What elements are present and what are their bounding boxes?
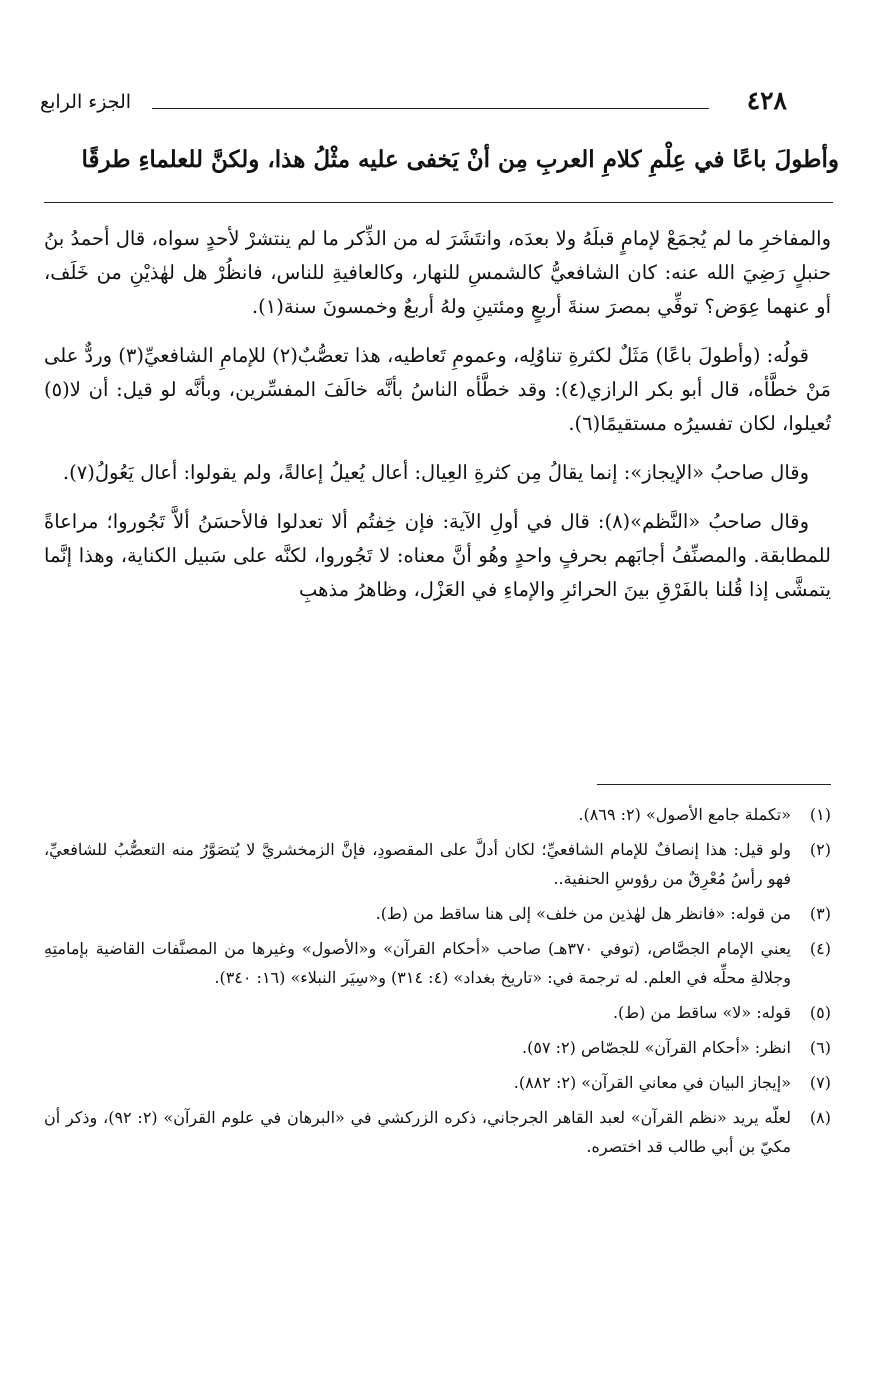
footnote-text: يعني الإمام الجصَّاص، (توفي ٣٧٠هـ) صاحب «أحكام القرآن» و«الأصول» وغيرها من المصنَّفات القاضية بإمامتِهِ وجلالةِ محلِّه في العلم. له ترجمة في: «تاريخ بغداد» (٤: ٣١٤) و«سِيَر النبلاء» (١٦: ٣٤٠). (44, 939, 792, 987)
footnote-text: من قوله: «فانظر هل لهٰذين من خلف» إلى هنا ساقط من (ط). (375, 904, 791, 923)
footnote-text: «تكملة جامع الأصول» (٢: ٨٦٩). (578, 805, 791, 824)
footnote-text: لعلّه يريد «نظم القرآن» لعبد القاهر الجرجاني، ذكره الزركشي في «البرهان في علوم القرآن» (٢: ٩٢)، وذكر أن مكيّ بن أبي طالب قد اختصره. (44, 1108, 791, 1156)
paragraph-4: وقال صاحبُ «النَّظم»(٨): قال في أولِ الآية: فإن خِفتُم ألا تعدلوا فالأحسَنُ ألاَّ تَجُوروا؛ مراعاةً للمطابقة. والمصنِّفُ أجابَهم بحرفٍ واحدٍ وهُو أنَّ معناه: لا تَجُوروا، لكنَّه على سَبيل الكناية، وهذا إنَّما يتمشَّى إذا قُلنا بالفَرْقِ بينَ الحرائرِ والإماءِ في العَزْل، وظاهرُ مذهبِ (44, 510, 831, 601)
footnote (44, 1103, 831, 1161)
quoted-main-text: وأطولَ باعًا في عِلْمِ كلامِ العربِ مِن أنْ يَخفى عليه مثْلُ هذا، ولكنَّ للعلماءِ طرقًا (81, 146, 839, 173)
footnote-number: (١) (809, 805, 831, 824)
footnote-number: (٤) (809, 939, 831, 958)
footnote-number: (٧) (809, 1073, 831, 1092)
page-number: ٤٢٨ (746, 86, 787, 115)
footnote (44, 899, 831, 928)
footnote-number: (٥) (809, 1003, 831, 1022)
footnote-text: ولو قيل: هذا إنصافٌ للإمام الشافعيِّ؛ لكان أدلَّ على المقصودِ، فإنَّ الزمخشريَّ لا يُتصَوَّرُ منه التعصُّبُ للشافعيِّ، فهو رأسُ مُعْرِقٌ من رؤوسِ الحنفية.. (44, 840, 791, 888)
footnote-divider (597, 784, 831, 785)
commentary-body (44, 222, 831, 622)
footnote (44, 800, 831, 829)
main-text-divider (44, 202, 833, 203)
footnote (44, 1068, 831, 1097)
footnote-number: (٨) (809, 1108, 831, 1127)
footnotes (44, 800, 831, 1167)
footnote-number: (٦) (809, 1038, 831, 1057)
footnote (44, 1033, 831, 1062)
header-rule (152, 108, 709, 109)
paragraph-2: قولُه: (وأطولَ باعًا) مَثَلٌ لكثرةِ تناوُلِه، وعمومِ تَعاطيه، هذا تعصُّبٌ(٢) للإمامِ الشافعيِّ(٣) وردٌّ على مَنْ خطَّأه، قال أبو بكر الرازي(٤): وقد خطَّأه الناسُ بأنَّه خالَفَ المفسِّرين، وبأنَّه لو قيل: أن لا(٥) تُعيلوا، لكان تفسيرُه مستقيمًا(٦). (44, 344, 831, 435)
footnote-number: (٢) (809, 840, 831, 859)
part-title: الجزء الرابع (40, 91, 132, 113)
footnote-text: انظر: «أحكام القرآن» للجصّاص (٢: ٥٧). (522, 1038, 791, 1057)
footnote-number: (٣) (809, 904, 831, 923)
footnote (44, 998, 831, 1027)
footnote-text: قوله: «لا» ساقط من (ط). (612, 1003, 791, 1022)
footnote (44, 934, 831, 992)
paragraph-1: والمفاخرِ ما لم يُجمَعْ لإمامٍ قبلَهُ ولا بعدَه، وانتَشَرَ له من الذِّكر ما لم ينتشرْ لأحدٍ سواه، قال أحمدُ بنُ حنبلٍ رَضِيَ الله عنه: كان الشافعيُّ كالشمسِ للنهار، وكالعافيةِ للناس، فانظُرْ هل لهٰذيْنِ من خَلَف، أو عنهما عِوَض؟ توفِّي بمصرَ سنةَ أربعٍ ومئتينِ ولهُ أربعٌ وخمسونَ سنة(١). (44, 227, 831, 318)
paragraph-3: وقال صاحبُ «الإيجاز»: إنما يقالُ مِن كثرةِ العِيال: أعال يُعيلُ إعالةً، ولم يقولوا: أعال يَعُولُ(٧). (62, 461, 809, 484)
footnote-text: «إيجاز البيان في معاني القرآن» (٢: ٨٨٢). (513, 1073, 791, 1092)
footnote (44, 835, 831, 893)
page-header (40, 86, 787, 120)
